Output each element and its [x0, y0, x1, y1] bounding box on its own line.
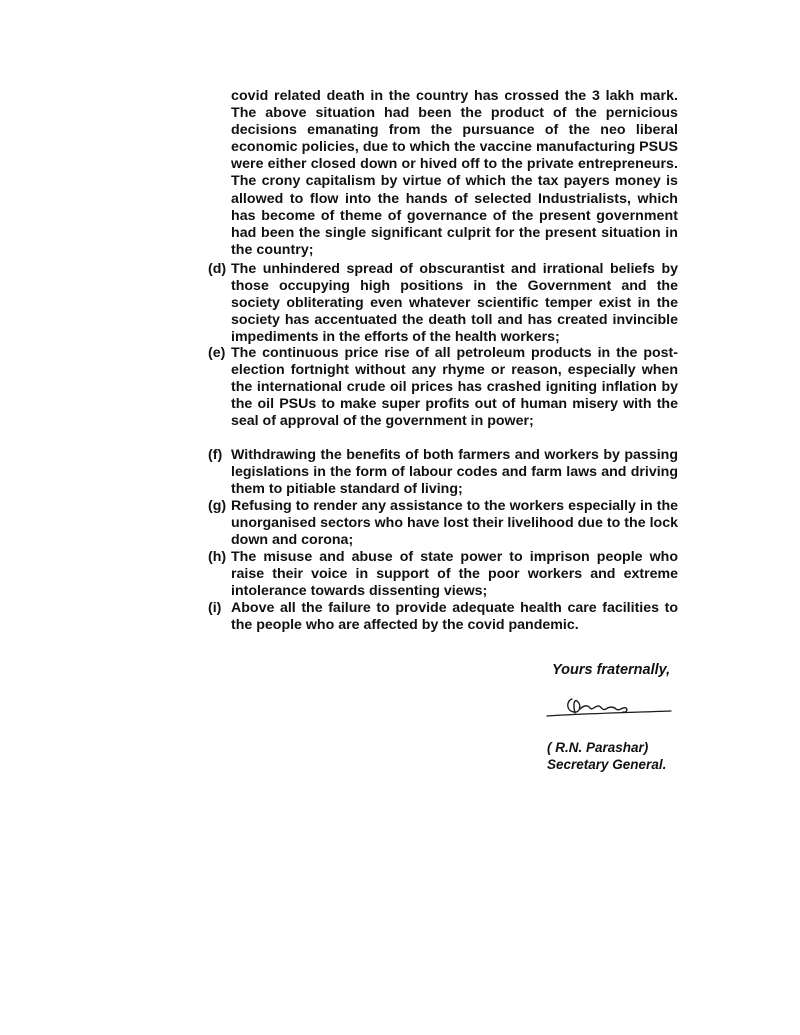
item-label: (i): [208, 600, 222, 616]
item-text: The continuous price rise of all petroleum products in the post-election fortnight without any rhyme or reason, especially when the international crude oil prices has crashed igniting inflation by the oil PSUs to make super profits out of human misery with the seal of approval of the government in power;: [231, 345, 678, 430]
signatory-name: ( R.N. Parashar): [547, 740, 649, 755]
item-text: Refusing to render any assistance to the workers especially in the unorganised sectors who have lost their livelihood due to the lock down and corona;: [231, 498, 678, 549]
list-item-e: [208, 345, 678, 430]
item-label: (e): [208, 345, 226, 361]
item-text: Withdrawing the benefits of both farmers and workers by passing legislations in the form of labour codes and farm laws and driving them to pitiable standard of living;: [231, 447, 678, 498]
item-label: (h): [208, 549, 227, 565]
list-item-d: [208, 261, 678, 346]
item-label: (d): [208, 261, 227, 277]
intro-paragraph: covid related death in the country has crossed the 3 lakh mark. The above situation had been the product of the pernicious decisions emanating from the pursuance of the neo liberal economic policies, due to which the vaccine manufacturing PSUS were either closed down or hived off to the private entrepreneurs. The crony capitalism by virtue of which the tax payers money is allowed to flow into the hands of selected Industrialists, which has become of theme of governance of the present government had been the single significant culprit for the present situation in the country;: [231, 88, 678, 258]
closing-salutation: Yours fraternally,: [552, 662, 671, 678]
list-item-i: [208, 600, 678, 634]
item-text: Above all the failure to provide adequate health care facilities to the people who are affected by the covid pandemic.: [231, 600, 678, 634]
list-item-h: [208, 549, 678, 600]
handwritten-signature: [544, 693, 674, 723]
list-item-g: [208, 498, 678, 549]
signatory-title: Secretary General.: [547, 757, 667, 772]
item-text: The misuse and abuse of state power to imprison people who raise their voice in support of the poor workers and extreme intolerance towards dissenting views;: [231, 549, 678, 600]
item-label: (f): [208, 447, 223, 463]
item-text: The unhindered spread of obscurantist and irrational beliefs by those occupying high positions in the Government and the society obliterating even whatever scientific temper exist in the society has accentuated the death toll and has created invincible impediments in the efforts of the health workers;: [231, 261, 678, 346]
item-label: (g): [208, 498, 227, 514]
list-item-f: [208, 447, 678, 498]
